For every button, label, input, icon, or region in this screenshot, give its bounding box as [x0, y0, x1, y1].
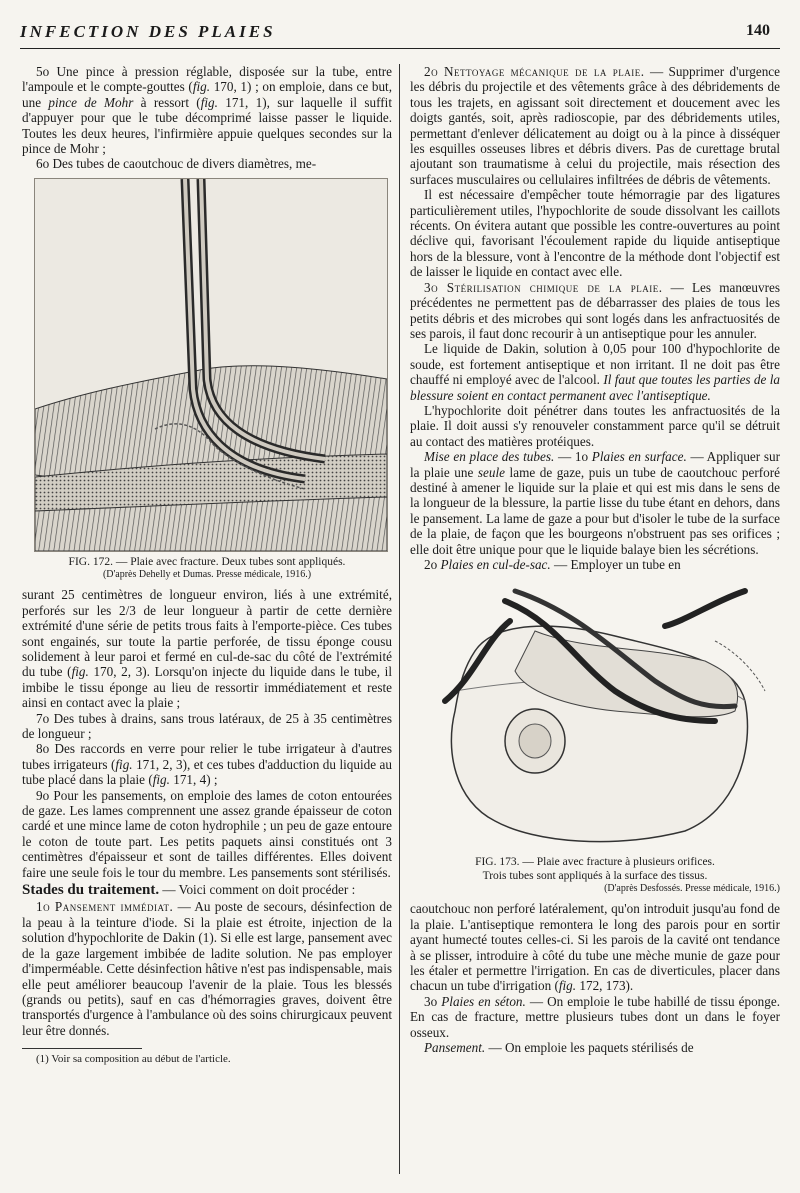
emphasis: Plaies en cul-de-sac. [440, 557, 551, 572]
text-run: — Employer un tube en [550, 557, 681, 572]
text-run: 172, 173). [576, 978, 634, 994]
fig-ref: fig. [192, 79, 211, 95]
emphasis: Plaies en surface. [591, 449, 687, 465]
text-run: 171, 4) ; [169, 772, 218, 788]
figure-172-image [34, 178, 388, 552]
text-run: — Supprimer d'urgence les débris du projectile et des vêtements grâce à des débridements de tous les trajets, en agissant soit directement et doucement avec les doigts gantés, soit, après radioscopie, par des débridements utiles, permettant d'enlever délicatement au doigt ou à la pince à disséquer les esquilles osseuses libres et débris divers. Pas de curettage brutal ajoutant son traumatisme à celui du projectile, mais résection des surfaces musculaires ou cellulaires infiltrées de débris de vêtements. [410, 64, 781, 187]
left-column [22, 64, 392, 1066]
figure-173-image [414, 580, 776, 852]
paragraph-item-8 [22, 741, 392, 787]
text-run: Une pince à pression réglable, disposée sur la tube, entre l'ampoule et le compte-gouttes ( [22, 64, 393, 95]
paragraph-hemorragie: Il est nécessaire d'empêcher toute hémorragie par des ligatures particulièrement utiles, l'hypochlorite de soude dissolvant les caillots récents. On évitera autant que possible les contre-ouvertures au point déclive qui, favorisant l'écoulement rapide du liquide antiseptique hors de la blessure, vont à l'encontre de la méthode dont l'objectif est de laisser le liquide en contact avec elle. [410, 187, 780, 280]
right-column [410, 64, 780, 1055]
column-divider [399, 64, 400, 1174]
figure-172-source: (D'après Dehelly et Dumas. Presse médicale, 1916.) [102, 569, 312, 581]
text-run: 3o [424, 993, 442, 1009]
paragraph-pansement [410, 1040, 780, 1055]
heading-text: Stades du traitement. [22, 882, 160, 899]
footnote: (1) Voir sa composition au début de l'article. [36, 1053, 231, 1066]
figure-173 [410, 580, 780, 895]
paragraph-continued-right [410, 901, 780, 993]
text-run: 170, 1) ; on emploie, dans ce but, une [22, 79, 392, 110]
paragraph-dakin [410, 341, 780, 403]
paragraph-mise-en-place [410, 449, 780, 557]
text-run: surant 25 centimètres de longueur environ, liés à une extrémité, perforés sur les 2/3 de leur longueur à partir de cette dernière extrémité d'une série de petits trous faits à l'emporte-pièce. Ces tubes sont engainés, sur toute la partie perforée, de tissu éponge cousu solidement à leur paroi et fermé en cul-de-sac du côté de l'extrémité du tube ( [22, 587, 392, 680]
fig-ref: fig. [115, 756, 133, 772]
fig-ref: fig. [558, 978, 577, 994]
text-run: 171, 1), sur laquelle il suffit d'appuyer pour que le tube décomprimé laisse passer le liquide. Toutes les deux heures, l'infirmière appuie quelques secondes sur la pince de Mohr ; [22, 94, 392, 157]
wound-illustration [415, 581, 775, 851]
text-run: 8o Des raccords en verre pour relier le tube irrigateur à d'autres tubes irrigateurs ( [22, 741, 392, 772]
figure-172-caption: FIG. 172. — Plaie avec fracture. Deux tubes sont appliqués. [68, 555, 346, 568]
paragraph-hypochlorite: L'hypochlorite doit pénétrer dans toutes les anfractuosités de la plaie. Il doit aussi s'y renouveler constamment parce qu'il se détruit au contact des matières protéiques. [410, 402, 780, 449]
running-title: INFECTION DES PLAIES [20, 22, 276, 41]
figure-172 [22, 178, 392, 582]
fig-ref: fig. [71, 664, 89, 680]
subheading: 3o Stérilisation chimique de la plaie. [424, 279, 663, 295]
text-run: — 1o [554, 449, 592, 465]
text-run: — Les manœuvres précédentes ne permettent pas de débarrasser des plaies de tous les petits débris et des microbes qui sont logés dans les anfractuosités de ses parois, il faut donc recourir à un antiseptique pour les annuler. [410, 279, 780, 341]
figure-173-source: (D'après Desfossés. Presse médicale, 1916.) [604, 883, 780, 895]
paragraph-item-5 [22, 64, 392, 156]
paragraph-cul-de-sac [410, 557, 780, 572]
page-number: 140 [746, 22, 770, 39]
text-run: lame de gaze, puis un tube de caoutchouc perforé destiné à amener le liquide sur la plaie et qui est mis dans le sens de la longueur de la blessure, la partie lisse du tube étant en dehors, dans le pansement. La lame de gaze a pour but d'isoler le tube de la surface de la plaie, de façon que les bourgeons n'obstruent pas ses orifices ; elle doit être unique pour que le liquide balaye bien les sécrétions. [410, 464, 780, 557]
text-run: caoutchouc non perforé latéralement, qu'on introduit jusqu'au fond de la plaie. L'antiseptique remontera le long des parois pour en sortir ayant humecté toutes celles-ci. Si les parois de la cavité ont tendance à se plisser, introduire à côté du tube une mèche munie de gaze pour les étaler et permettre l'irrigation. En cas de diverticules, placer dans chacun un tube d'irrigation ( [410, 901, 780, 994]
paragraph-item-7: 7o Des tubes à drains, sans trous latéraux, de 25 à 35 centimètres de longueur ; [22, 710, 392, 741]
figure-173-caption-line2: Trois tubes sont appliqués à la surface des tissus. [482, 869, 708, 882]
item-number: 5o [36, 64, 57, 79]
text-run: Le liquide de Dakin, solution à 0,05 pour 100 d'hypochlorite de soude, est fortement antiseptique et non irritant. Il ne doit pas être chauffé ni employé avec de l'alcool. [410, 341, 780, 388]
subheading: 2o Nettoyage mécanique de la plaie. [424, 64, 645, 79]
fracture-illustration [35, 179, 387, 551]
emphasis: Il faut que toutes les parties de la blessure soient en contact permanent avec l'antiseptique. [410, 372, 780, 403]
emphasis: Mise en place des tubes. [424, 449, 555, 465]
text-run: — Au poste de secours, désinfection de la peau à la teinture d'iode. Si la plaie est étroite, injection de la solution d'hypochlorite de Dakin (1). Si elle est large, pansement avec de la gaze largement imbibée de ladite solution. Ne pas employer d'imperméable. Cette désinfection hâtive n'est pas indispensable, mais elle peut améliorer beaucoup l'avenir de la plaie. Tous les blessés (grands ou petits), sauf en cas d'hémorragies graves, doivent être transportés d'urgence à l'ambulance où des soins chirurgicaux peuvent leur être donnés. [22, 899, 392, 1038]
text-run: — Appliquer sur la plaie une [410, 449, 780, 480]
text-run: 170, 2, 3). Lorsqu'on injecte du liquide dans le tube, il imbibe le tissu éponge au lieu de ressortir immédiatement et reste ainsi en contact avec la plaie ; [22, 664, 392, 711]
text-run: 171, 2, 3), et ces tubes d'adduction du liquide au tube placé dans la plaie ( [22, 756, 392, 788]
paragraph-seton [410, 994, 780, 1040]
paragraph-pansement-immediat [22, 899, 392, 1038]
subheading: 1o Pansement immédiat. [36, 899, 174, 915]
header-rule [20, 48, 780, 49]
section-heading-stades [22, 882, 392, 898]
paragraph-continued [22, 587, 392, 710]
emphasis: Plaies en séton. [441, 993, 526, 1009]
running-header [20, 22, 780, 48]
text-run: — On emploie les paquets stérilisés de [485, 1040, 694, 1056]
footnote-rule [22, 1048, 142, 1049]
text-run: à ressort ( [133, 94, 201, 110]
text-run: 2o [424, 557, 441, 572]
paragraph-item-6: 6o Des tubes de caoutchouc de divers diamètres, me- [36, 156, 317, 172]
fig-ref: fig. [152, 772, 170, 788]
fig-ref: fig. [200, 94, 218, 110]
paragraph-nettoyage [410, 64, 780, 187]
figure-173-caption: FIG. 173. — Plaie avec fracture à plusieurs orifices. [475, 856, 715, 869]
paragraph-item-9: 9o Pour les pansements, on emploie des lames de coton entourées de gaze. Les lames comprennent une assez grande épaisseur de coton cardé et une mince lame de coton hydrophile ; un peu de gaze entoure le coton de toute part. Les petits paquets ainsi constitués ont 3 centimètres d'épaisseur et sont de tailles différentes. Elles doivent faire une seule fois le tour du membre. Les pansements sont stérilisés. [22, 787, 392, 880]
paragraph-sterilisation [410, 280, 780, 342]
emphasis: Pansement. [424, 1040, 486, 1056]
emphasis: seule [477, 464, 505, 480]
heading-rest: — Voici comment on doit procéder : [159, 882, 356, 898]
emphasis: pince de Mohr [48, 94, 134, 110]
text-run: — On emploie le tube habillé de tissu éponge. En cas de fracture, mettre plusieurs tubes dont un dans le foyer osseux. [410, 993, 781, 1040]
